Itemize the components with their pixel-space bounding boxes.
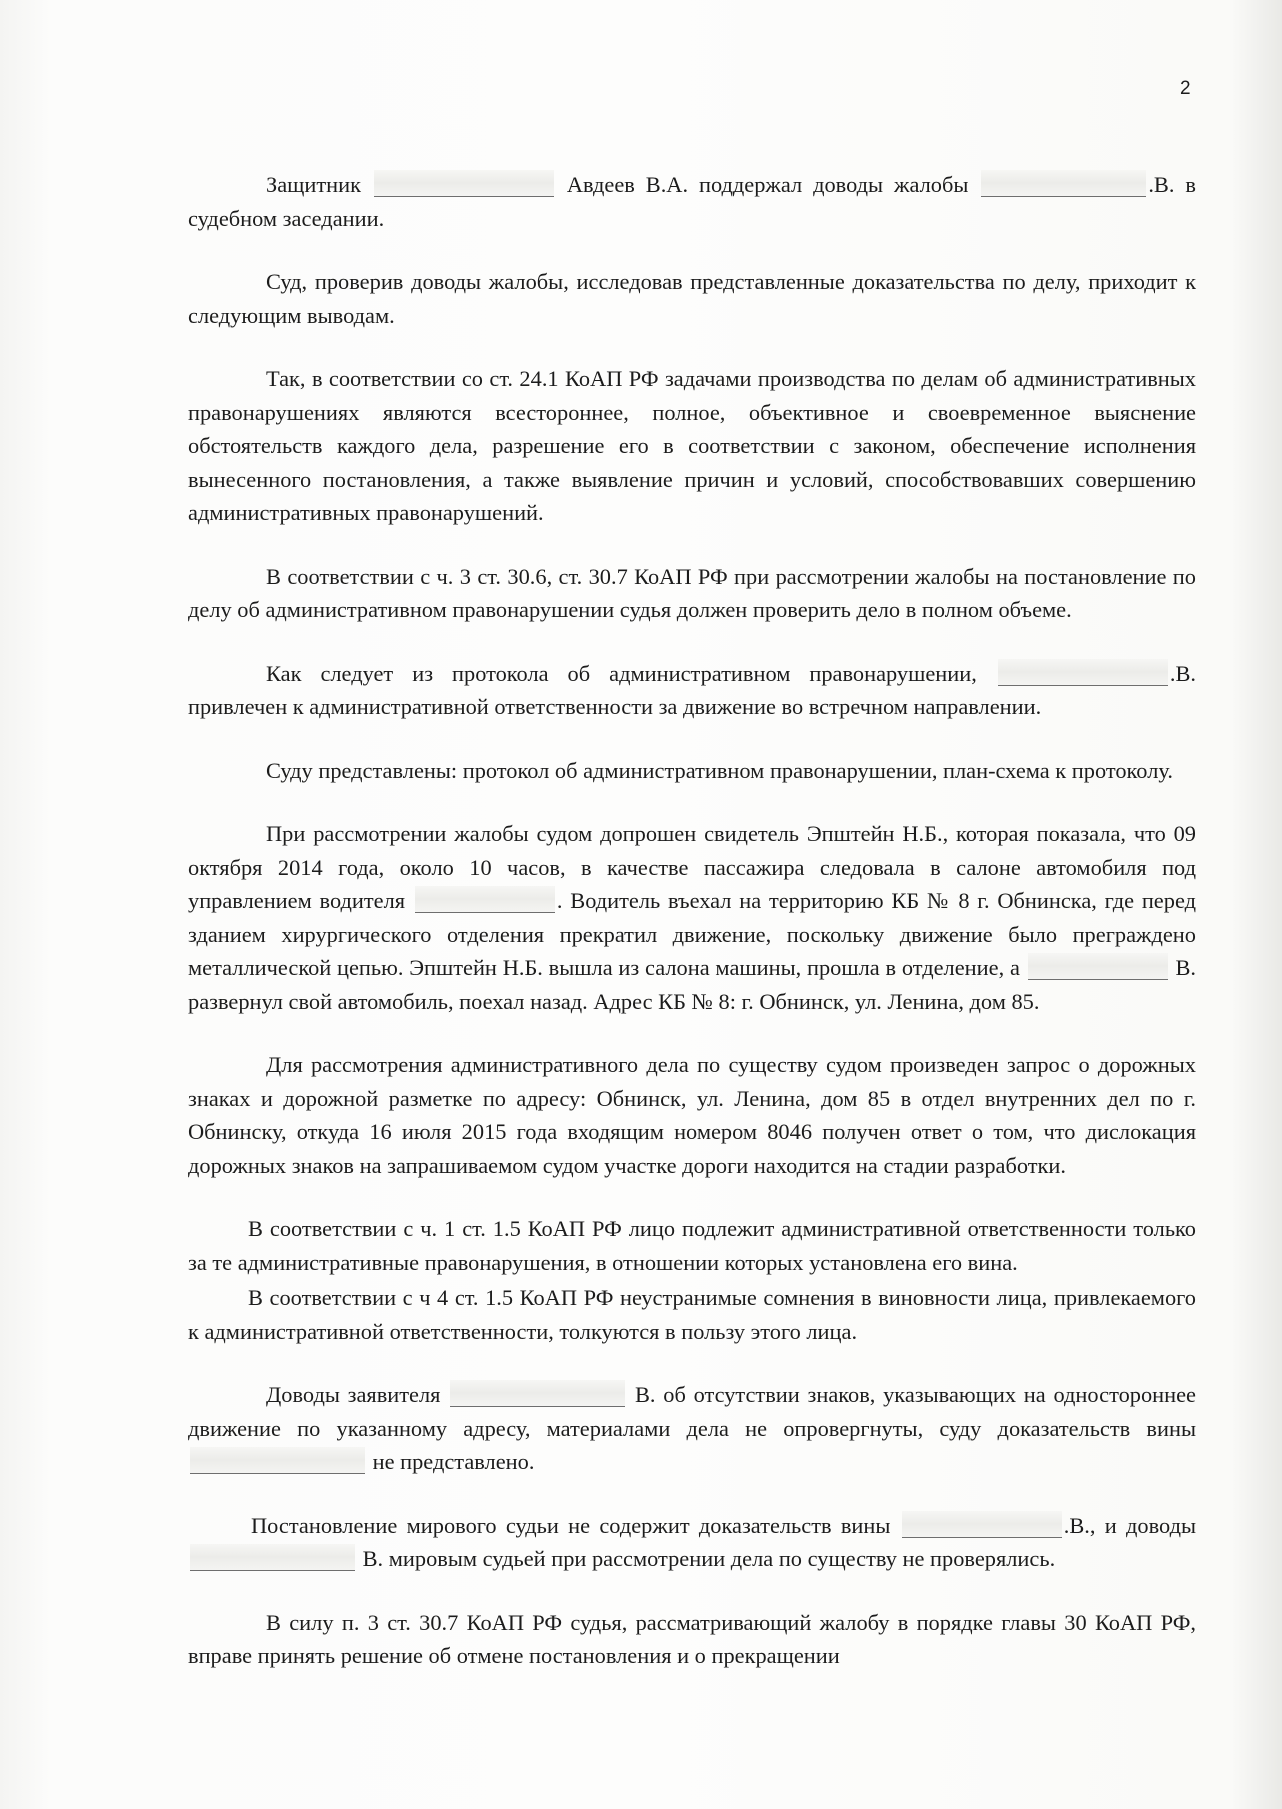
paragraph-text: Как следует из протокола об административном правонарушении,	[266, 660, 977, 686]
paragraph-article-30-6: В соответствии с ч. 3 ст. 30.6, ст. 30.7 КоАП РФ при рассмотрении жалобы на постановление по делу об административном правонарушении судья должен проверить дело в полном объеме.	[188, 563, 1196, 622]
redaction	[190, 1544, 355, 1571]
paragraph-defender	[188, 168, 1196, 235]
paragraph-road-signs-request: Для рассмотрения административного дела по существу судом произведен запрос о дорожных знаках и дорожной разметке по адресу: Обнинск, ул. Ленина, дом 85 в отдел внутренних дел по г. Обнинску, откуда 16 июля 2015 года входящим номером 8046 получен ответ о том, что дислокация дорожных знаков на запрашиваемом судом участке дороги находится на стадии разработки.	[188, 1052, 1196, 1178]
redaction	[1028, 953, 1168, 980]
paragraph-text: .В.	[1169, 660, 1196, 686]
redaction	[190, 1447, 365, 1474]
paragraph-text: . Водитель въехал на территорию КБ № 8 г. Обнинска, где перед зданием хирургического отделения прекратил движение, поскольку движение было преграждено металлической цепью. Эпштейн Н.Б. вышла из салона машины, прошла в отделение, а	[188, 888, 1196, 980]
paragraph-text: Доводы заявителя	[266, 1382, 441, 1407]
redaction	[415, 886, 555, 913]
paragraph-witness	[188, 817, 1196, 1018]
paragraph-text: Авдеев В.А. поддержал доводы жалобы	[566, 172, 969, 197]
paragraph-text: .В., и доводы	[1063, 1512, 1196, 1538]
redaction	[374, 170, 554, 197]
paragraph-court-findings: Суд, проверив доводы жалобы, исследовав представленные доказательства по делу, приходит к следующим выводам.	[188, 269, 1196, 328]
redaction	[998, 659, 1168, 686]
paragraph-protocol	[188, 657, 1196, 724]
paragraph-applicant-arguments	[188, 1378, 1196, 1479]
paragraph-text: .В.	[1148, 172, 1175, 197]
paragraph-text: При рассмотрении жалобы судом допрошен свидетель Эпштейн Н.Б., которая показала, что 09 октября 2014 года, около 10 часов, в качестве пассажира следовала в салоне автомобиля под управлением водителя	[188, 821, 1196, 913]
paragraph-evidence: Суду представлены: протокол об административном правонарушении, план-схема к протоколу.	[266, 757, 1173, 783]
paragraph-article-1-5-part-4: В соответствии с ч 4 ст. 1.5 КоАП РФ неустранимые сомнения в виновности лица, привлекаемого к административной ответственности, толкуются в пользу этого лица.	[188, 1285, 1196, 1344]
paragraph-text: Постановление мирового судьи не содержит доказательств вины	[251, 1512, 891, 1538]
document-body	[188, 168, 1196, 1673]
paragraph-text: В. об отсутствии знаков, указывающих на одностороннее движение по указанному адресу, материалами дела не опровергнуты, суду доказательств вины	[188, 1382, 1196, 1441]
redaction	[981, 170, 1146, 197]
paragraph-article-1-5-part-1: В соответствии с ч. 1 ст. 1.5 КоАП РФ лицо подлежит административной ответственности только за те административные правонарушения, в отношении которых установлена его вина.	[188, 1216, 1196, 1275]
paragraph-text: В. развернул свой автомобиль, поехал назад. Адрес КБ № 8: г. Обнинск, ул. Ленина, дом 85.	[188, 955, 1196, 1014]
paragraph-magistrate-ruling	[188, 1509, 1196, 1576]
paragraph-text: в судебном заседании.	[188, 172, 1196, 231]
page-number: 2	[1180, 78, 1191, 99]
paragraph-text: Защитник	[266, 172, 362, 197]
paragraph-article-24-1: Так, в соответствии со ст. 24.1 КоАП РФ задачами производства по делам об административных правонарушениях являются всестороннее, полное, объективное и своевременное выяснение обстоятельств каждого дела, разрешение его в соответствии с законом, обеспечение исполнения вынесенного постановления, а также выявление причин и условий, способствовавших совершению административных правонарушений.	[188, 366, 1196, 525]
paragraph-article-30-7: В силу п. 3 ст. 30.7 КоАП РФ судья, рассматривающий жалобу в порядке главы 30 КоАП РФ, вправе принять решение об отмене постановления и о прекращении	[188, 1609, 1196, 1668]
paragraph-text: привлечен к административной ответственности за движение во встречном направлении.	[188, 694, 1042, 719]
redaction	[902, 1511, 1062, 1538]
paragraph-text: не представлено.	[372, 1449, 535, 1474]
paragraph-text: В. мировым судьей при рассмотрении дела по существу не проверялись.	[362, 1546, 1056, 1571]
redaction	[450, 1380, 625, 1407]
